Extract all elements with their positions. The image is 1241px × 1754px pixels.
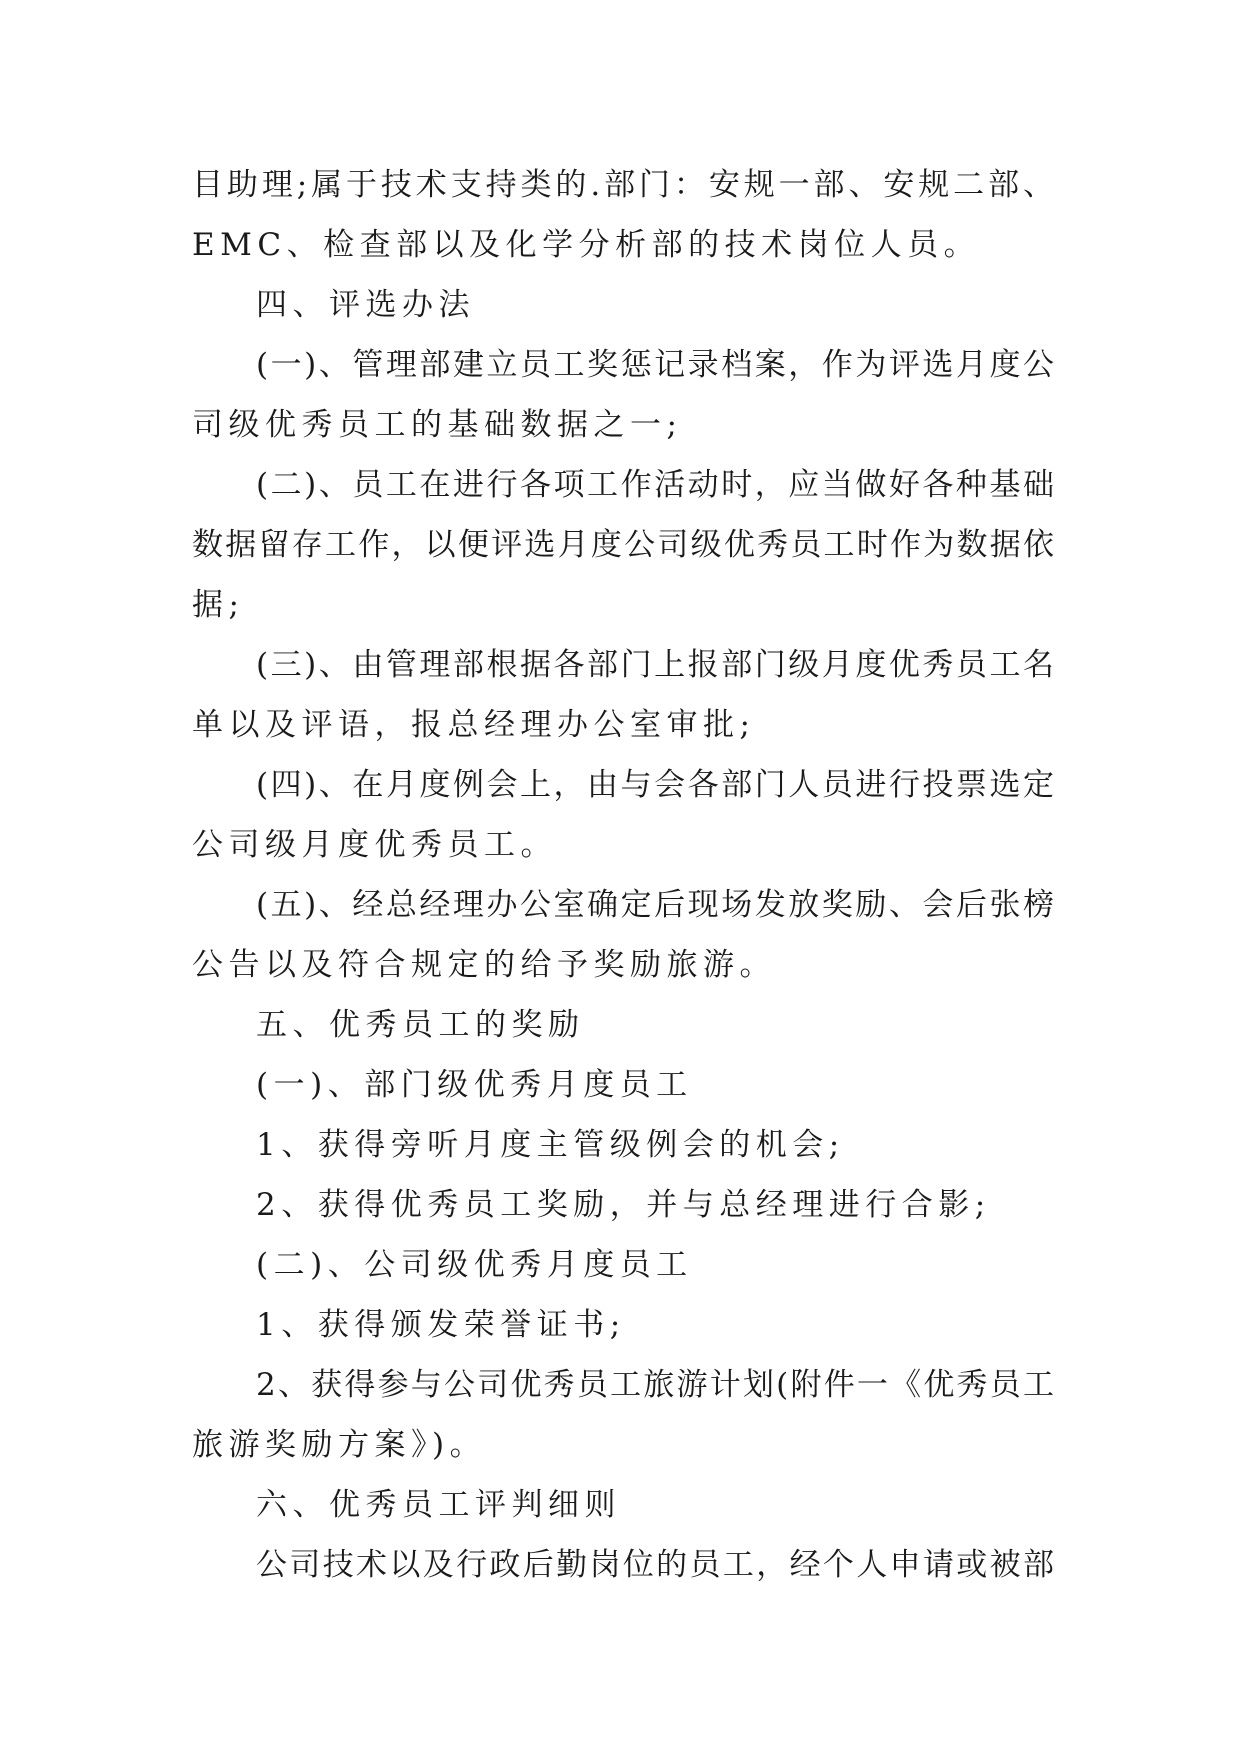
text-line: EMC、检查部以及化学分析部的技术岗位人员。	[192, 227, 981, 263]
text-line: (四)、在月度例会上，由与会各部门人员进行投票选定	[256, 767, 1054, 803]
text-line: 目助理;属于技术支持类的.部门：安规一部、安规二部、	[192, 167, 1054, 203]
document-body	[192, 155, 1054, 1595]
text-line: (二)、员工在进行各项工作活动时，应当做好各种基础	[256, 467, 1054, 503]
text-line: 公司技术以及行政后勤岗位的员工，经个人申请或被部	[256, 1547, 1054, 1583]
text-line: 1、获得颁发荣誉证书;	[256, 1307, 626, 1343]
text-line: 2、获得参与公司优秀员工旅游计划(附件一《优秀员工	[256, 1367, 1054, 1403]
text-line: (一)、部门级优秀月度员工	[256, 1067, 693, 1103]
text-line: 据;	[192, 587, 245, 623]
text-line: (二)、公司级优秀月度员工	[256, 1247, 693, 1283]
text-line: 公告以及符合规定的给予奖励旅游。	[192, 947, 776, 983]
text-line: 六、优秀员工评判细则	[256, 1487, 621, 1523]
text-line: (五)、经总经理办公室确定后现场发放奖励、会后张榜	[256, 887, 1054, 923]
text-line: 公司级月度优秀员工。	[192, 827, 557, 863]
text-line: 五、优秀员工的奖励	[256, 1007, 585, 1043]
text-line: 旅游奖励方案》)。	[192, 1427, 487, 1463]
text-line: 单以及评语，报总经理办公室审批;	[192, 707, 756, 743]
text-line: 2、获得优秀员工奖励，并与总经理进行合影;	[256, 1187, 991, 1223]
text-line: 四、评选办法	[256, 287, 475, 323]
text-line: (三)、由管理部根据各部门上报部门级月度优秀员工名	[256, 647, 1054, 683]
text-line: 司级优秀员工的基础数据之一;	[192, 407, 683, 443]
text-line: 1、获得旁听月度主管级例会的机会;	[256, 1127, 845, 1163]
text-line: (一)、管理部建立员工奖惩记录档案，作为评选月度公	[256, 347, 1054, 383]
text-line: 数据留存工作，以便评选月度公司级优秀员工时作为数据依	[192, 527, 1054, 563]
